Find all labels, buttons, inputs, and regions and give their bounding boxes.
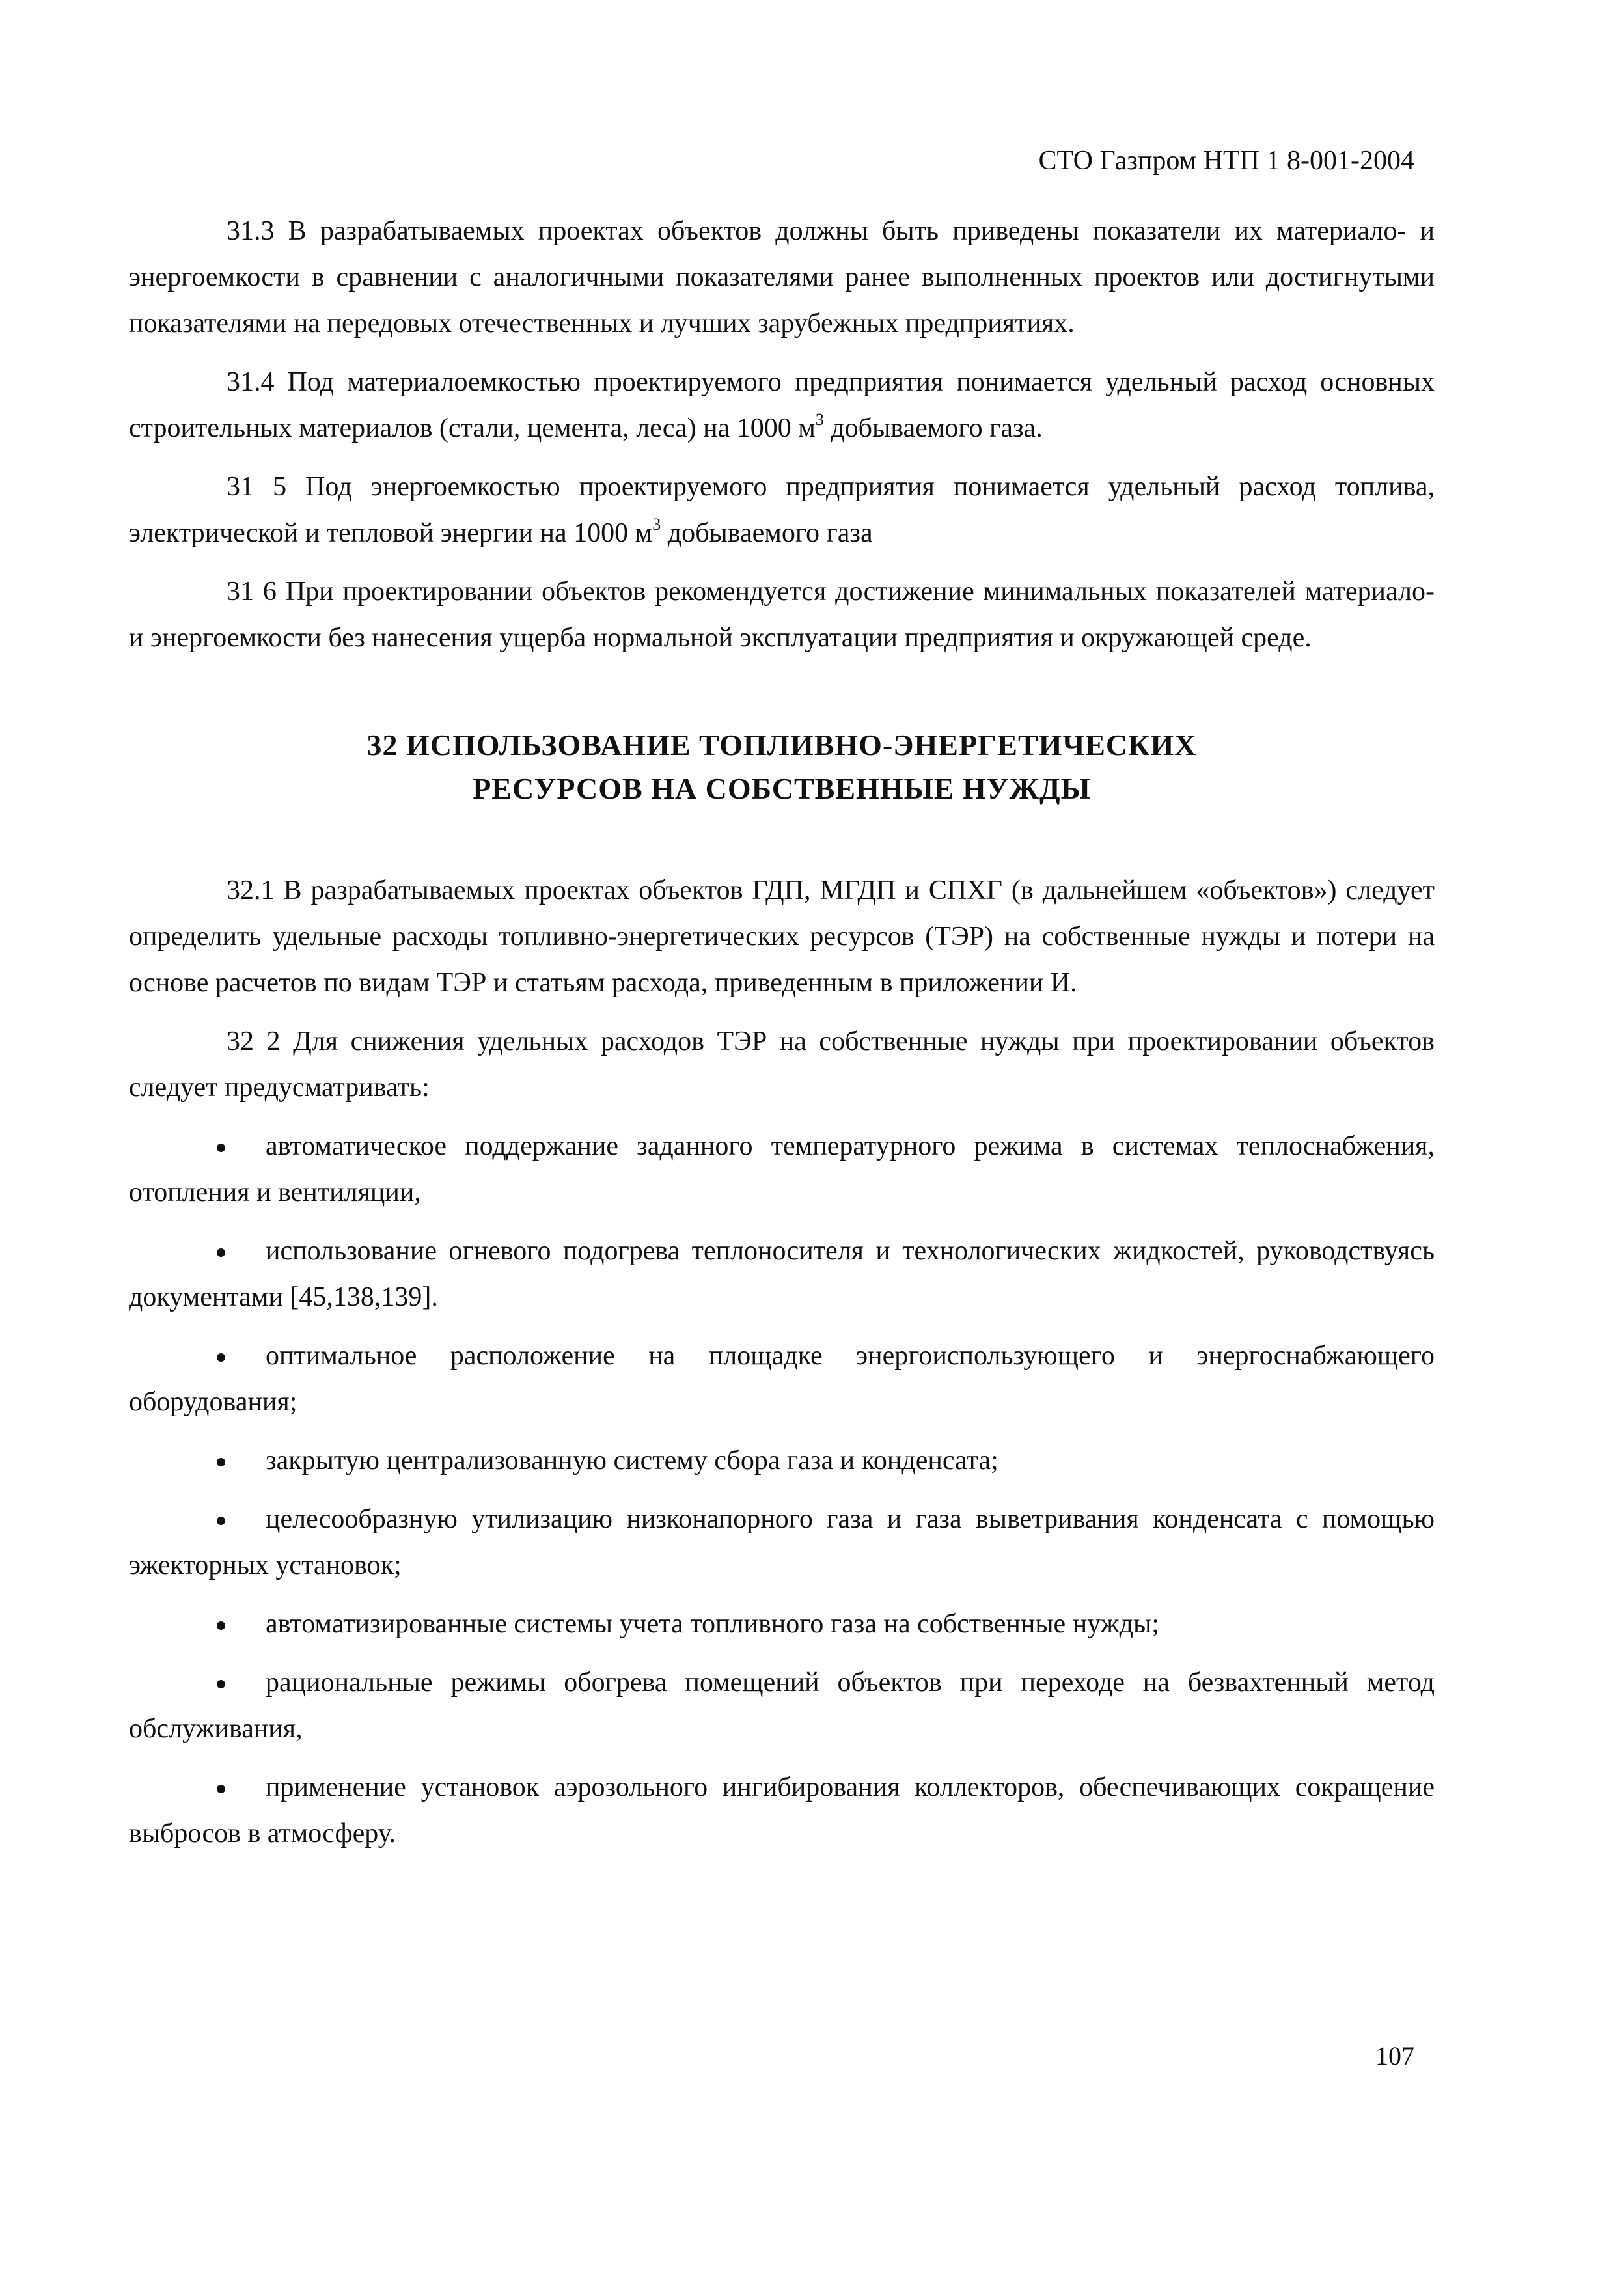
list-item-text: автоматическое поддержание заданного температурного режима в системах теплоснабжения, отопления и вентиляции, xyxy=(129,1131,1435,1207)
paragraph-31-4-tail: добываемого газа. xyxy=(823,413,1043,443)
list-item xyxy=(129,1601,1435,1647)
list-item xyxy=(129,1496,1435,1589)
paragraph-32-2: 32 2 Для снижения удельных расходов ТЭР на собственные нужды при проектировании объектов следует предусматривать: xyxy=(129,1026,1435,1103)
paragraph-31-5-text: 31 5 Под энергоемкостью проектируемого предприятия понимается удельный расход топлива, электрической и тепловой энергии на 1000 м xyxy=(129,472,1435,548)
section-heading-line-2: РЕСУРСОВ НА СОБСТВЕННЫЕ НУЖДЫ xyxy=(473,772,1091,805)
list-item-text: автоматизированные системы учета топливного газа на собственные нужды; xyxy=(266,1609,1159,1639)
list-item xyxy=(129,1438,1435,1484)
list-item xyxy=(129,1660,1435,1752)
paragraph-31-5-tail: добываемого газа xyxy=(661,518,873,548)
list-item xyxy=(129,1228,1435,1321)
paragraph-31-6: 31 6 При проектировании объектов рекомендуется достижение минимальных показателей материало- и энергоемкости без нанесения ущерба нормальной эксплуатации предприятия и окружающей среде. xyxy=(129,577,1435,653)
section-heading-32 xyxy=(129,723,1435,810)
list-item xyxy=(129,1123,1435,1216)
superscript-cube: 3 xyxy=(815,410,824,429)
list-item-text: рациональные режимы обогрева помещений объектов при переходе на безвахтенный метод обслуживания, xyxy=(129,1668,1435,1744)
paragraph-32-1: 32.1 В разрабатываемых проектах объектов ГДП, МГДП и СПХГ (в дальнейшем «объектов») следует определить удельные расходы топливно-энергетических ресурсов (ТЭР) на собственные нужды и потери на основе расчетов по видам ТЭР и статьям расхода, приведенным в приложении И. xyxy=(129,875,1435,998)
document-body xyxy=(129,208,1435,1869)
list-item-text: оптимальное расположение на площадке энергоиспользующего и энергоснабжающего оборудования; xyxy=(129,1341,1435,1417)
document-code-header: СТО Газпром НТП 1 8-001-2004 xyxy=(1038,146,1414,176)
superscript-cube: 3 xyxy=(652,515,661,534)
list-item-text: закрытую централизованную систему сбора газа и конденсата; xyxy=(266,1446,998,1476)
page-number: 107 xyxy=(1375,2041,1414,2070)
paragraph-31-4-text: 31.4 Под материалоемкостью проектируемого предприятия понимается удельный расход основных строительных материалов (стали, цемента, леса) на 1000 м xyxy=(129,367,1435,443)
list-item-text: целесообразную утилизацию низконапорного газа и газа выветривания конденсата с помощью эжекторных установок; xyxy=(129,1504,1435,1580)
section-heading-line-1: 32 ИСПОЛЬЗОВАНИЕ ТОПЛИВНО-ЭНЕРГЕТИЧЕСКИХ xyxy=(366,728,1197,762)
paragraph-31-5 xyxy=(129,464,1435,557)
list-item xyxy=(129,1765,1435,1857)
paragraph-31-3: 31.3 В разрабатываемых проектах объектов должны быть приведены показатели их материало- и энергоемкости в сравнении с аналогичными показателями ранее выполненных проектов или достигнутыми показателями на передовых отечественных и лучших зарубежных предприятиях. xyxy=(129,216,1435,338)
list-item-text: применение установок аэрозольного ингибирования коллекторов, обеспечивающих сокращение выбросов в атмосферу. xyxy=(129,1772,1435,1849)
paragraph-31-4 xyxy=(129,359,1435,452)
list-item-text: использование огневого подогрева теплоносителя и технологических жидкостей, руководствуясь документами [45,138,139]. xyxy=(129,1236,1435,1312)
list-item xyxy=(129,1333,1435,1425)
